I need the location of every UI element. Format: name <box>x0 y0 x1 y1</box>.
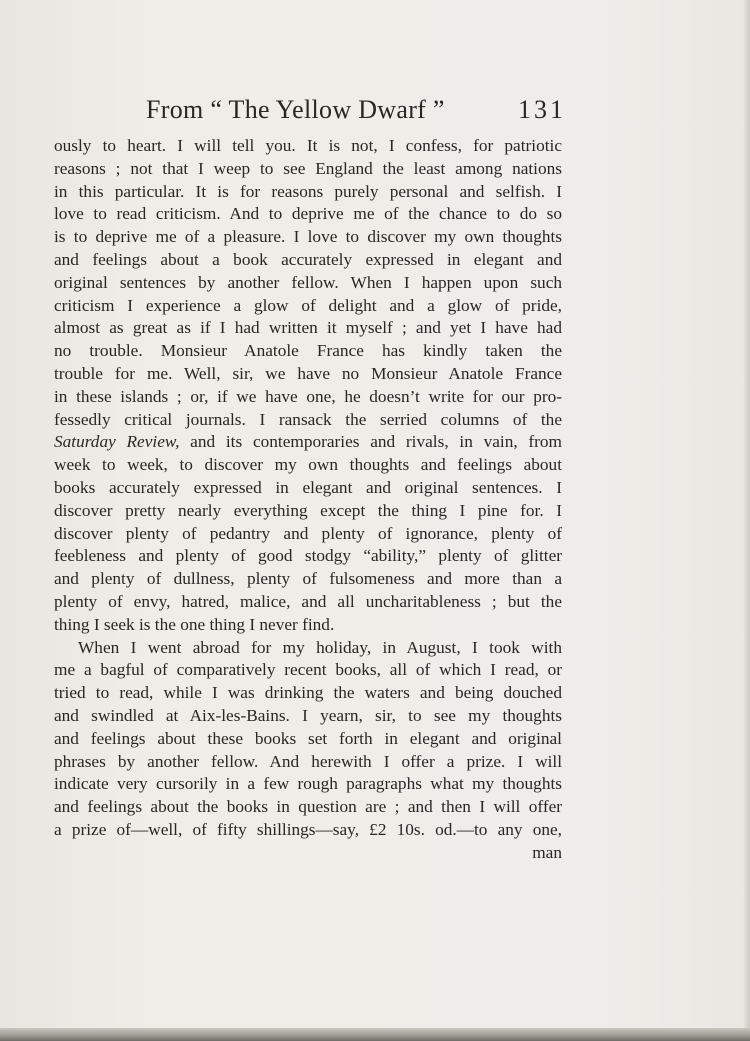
page-edge-right <box>744 0 750 1041</box>
text-line: trouble for me. Well, sir, we have no Monsieur Anatole France <box>54 363 562 383</box>
text-line: no trouble. Monsieur Anatole France has kindly taken the <box>54 341 562 361</box>
page-number: 131 <box>518 95 566 124</box>
text-line: phrases by another fellow. And herewith I offer a prize. I will <box>54 751 562 771</box>
text-line: me a bagful of comparatively recent books, all of which I read, or <box>54 660 562 680</box>
text-line: love to read criticism. And to deprive me of the chance to do so <box>54 204 562 224</box>
text-line: is to deprive me of a pleasure. I love to discover my own thoughts <box>54 227 562 247</box>
text-line: fessedly critical journals. I ransack the serried columns of the <box>54 409 562 429</box>
text-line: week to week, to discover my own thoughts and feelings about <box>54 455 562 475</box>
text-line: and feelings about these books set forth in elegant and original <box>54 728 562 748</box>
text-line: and plenty of dullness, plenty of fulsomeness and more than a <box>54 569 562 589</box>
text-line <box>54 431 562 454</box>
text-line: discover pretty nearly everything except the thing I pine for. I <box>54 500 562 520</box>
catchword: man <box>532 842 562 862</box>
page-edge-bottom <box>0 1028 750 1041</box>
text-line: When I went abroad for my holiday, in August, I took with <box>78 637 562 657</box>
text-line-rest: and its contemporaries and rivals, in vain, from <box>179 432 562 452</box>
text-line: discover plenty of pedantry and plenty of ignorance, plenty of <box>54 523 562 543</box>
text-line: plenty of envy, hatred, malice, and all uncharitableness ; but the <box>54 591 562 611</box>
text-line: tried to read, while I was drinking the waters and being douched <box>54 683 562 703</box>
text-line: almost as great as if I had written it myself ; and yet I have had <box>54 318 562 338</box>
text-line: ously to heart. I will tell you. It is not, I confess, for patriotic <box>54 136 562 155</box>
text-line: and feelings about the books in question are ; and then I will offer <box>54 797 562 817</box>
text-line: indicate very cursorily in a few rough paragraphs what my thoughts <box>54 774 562 794</box>
text-line: original sentences by another fellow. When I happen upon such <box>54 272 562 292</box>
text-line: and feelings about a book accurately expressed in elegant and <box>54 249 562 269</box>
text-line: thing I seek is the one thing I never find. <box>54 614 335 634</box>
italic-title: Saturday Review, <box>54 432 180 452</box>
running-head <box>0 92 750 128</box>
text-line: reasons ; not that I weep to see England the least among nations <box>54 158 562 178</box>
text-line: in this particular. It is for reasons purely personal and selfish. I <box>54 181 562 201</box>
running-title: From “ The Yellow Dwarf ” <box>146 95 445 124</box>
text-line: feebleness and plenty of good stodgy “ability,” plenty of glitter <box>54 546 562 566</box>
body-text <box>54 135 562 865</box>
text-line: in these islands ; or, if we have one, he doesn’t write for our pro- <box>54 386 562 406</box>
text-line: and swindled at Aix-les-Bains. I yearn, sir, to see my thoughts <box>54 705 562 725</box>
text-line: criticism I experience a glow of delight and a glow of pride, <box>54 295 562 315</box>
text-line: a prize of—well, of fifty shillings—say, £2 10s. od.—to any one, <box>54 819 562 839</box>
text-line: books accurately expressed in elegant and original sentences. I <box>54 477 562 497</box>
